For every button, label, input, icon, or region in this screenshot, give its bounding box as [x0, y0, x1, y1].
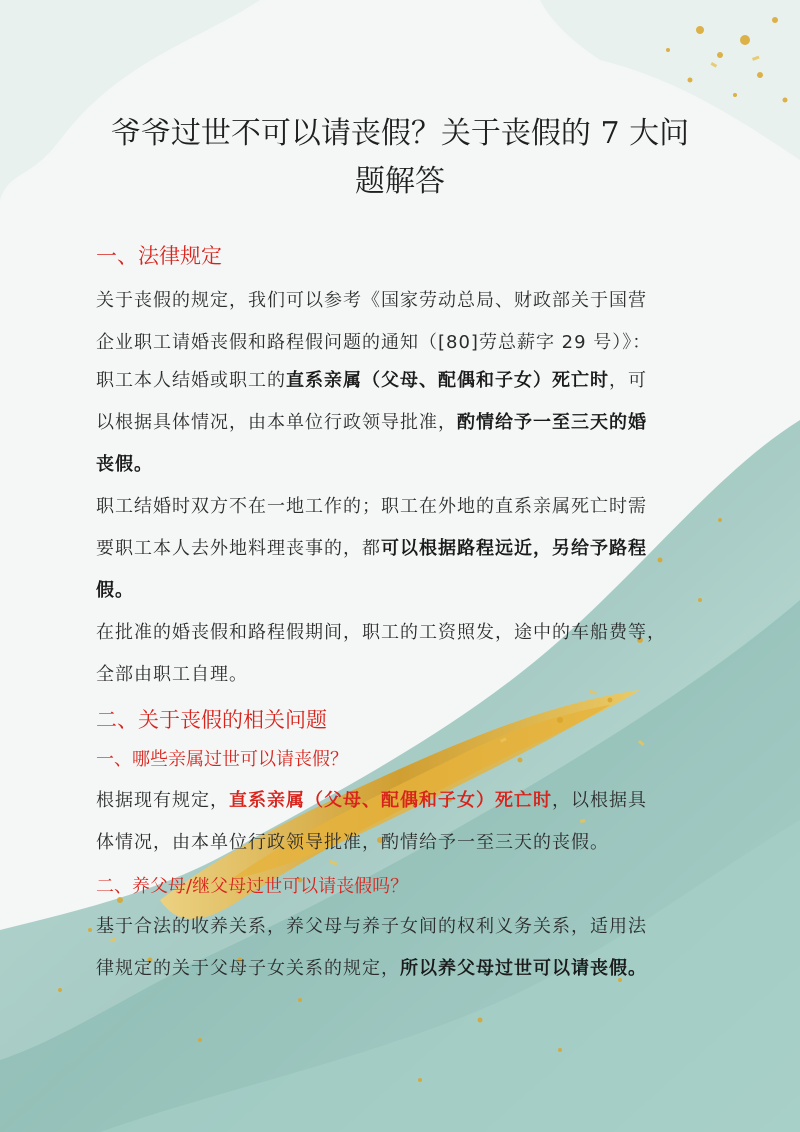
- text-line: 在批准的婚丧假和路程假期间，职工的工资照发，途中的车船费等，: [96, 622, 666, 643]
- section-1-paragraph-1: [96, 280, 716, 364]
- text-run: 以根据具体情况，由本单位行政领导批准，: [96, 412, 457, 433]
- answer-1: [96, 780, 716, 864]
- article-title: [60, 110, 740, 206]
- text-line: 关于丧假的规定，我们可以参考《国家劳动总局、财政部关于国营: [96, 290, 647, 311]
- section-1-paragraph-2: [96, 360, 716, 486]
- text-line: 职工结婚时双方不在一地工作的；职工在外地的直系亲属死亡时需: [96, 496, 647, 517]
- section-2-heading: 二、关于丧假的相关问题: [96, 708, 327, 732]
- text-line: 全部由职工自理。: [96, 664, 248, 685]
- text-line: [96, 528, 716, 570]
- section-1-heading: 一、法律规定: [96, 244, 222, 268]
- title-line-1: 爷爷过世不可以请丧假？关于丧假的 7 大问: [110, 116, 690, 151]
- text-line: [96, 444, 716, 486]
- text-run: 根据现有规定，: [96, 790, 229, 811]
- question-2: 二、养父母/继父母过世可以请丧假吗？: [96, 876, 409, 897]
- emphasis-text: 直系亲属（父母、配偶和子女）死亡时: [286, 370, 609, 391]
- text-run: 律规定的关于父母子女关系的规定，: [96, 958, 400, 979]
- text-run: 职工本人结婚或职工的: [96, 370, 286, 391]
- answer-2: [96, 906, 716, 990]
- text-run: ，以根据具: [552, 790, 647, 811]
- emphasis-text: 丧假。: [96, 454, 153, 475]
- text-line: 体情况，由本单位行政领导批准，酌情给予一至三天的丧假。: [96, 832, 609, 853]
- text-run: ，可: [609, 370, 647, 391]
- text-line: 基于合法的收养关系，养父母与养子女间的权利义务关系，适用法: [96, 916, 647, 937]
- emphasis-text: 所以养父母过世可以请丧假。: [400, 958, 647, 979]
- text-line: [96, 780, 716, 822]
- text-run: 要职工本人去外地料理丧事的，都: [96, 538, 381, 559]
- text-line: [96, 948, 716, 990]
- text-line: 企业职工请婚丧假和路程假问题的通知（[80]劳总薪字 29 号）》：: [96, 332, 652, 353]
- emphasis-text: 假。: [96, 580, 134, 601]
- text-line: [96, 402, 716, 444]
- text-line: [96, 570, 716, 612]
- question-1: 一、哪些亲属过世可以请丧假？: [96, 749, 348, 770]
- emphasis-text: 可以根据路程远近，另给予路程: [381, 538, 647, 559]
- text-line: [96, 360, 716, 402]
- section-1-paragraph-4: [96, 612, 716, 696]
- section-1-paragraph-3: [96, 486, 716, 612]
- title-line-2: 题解答: [355, 164, 445, 199]
- emphasis-text: 直系亲属（父母、配偶和子女）死亡时: [229, 790, 552, 811]
- emphasis-text: 酌情给予一至三天的婚: [457, 412, 647, 433]
